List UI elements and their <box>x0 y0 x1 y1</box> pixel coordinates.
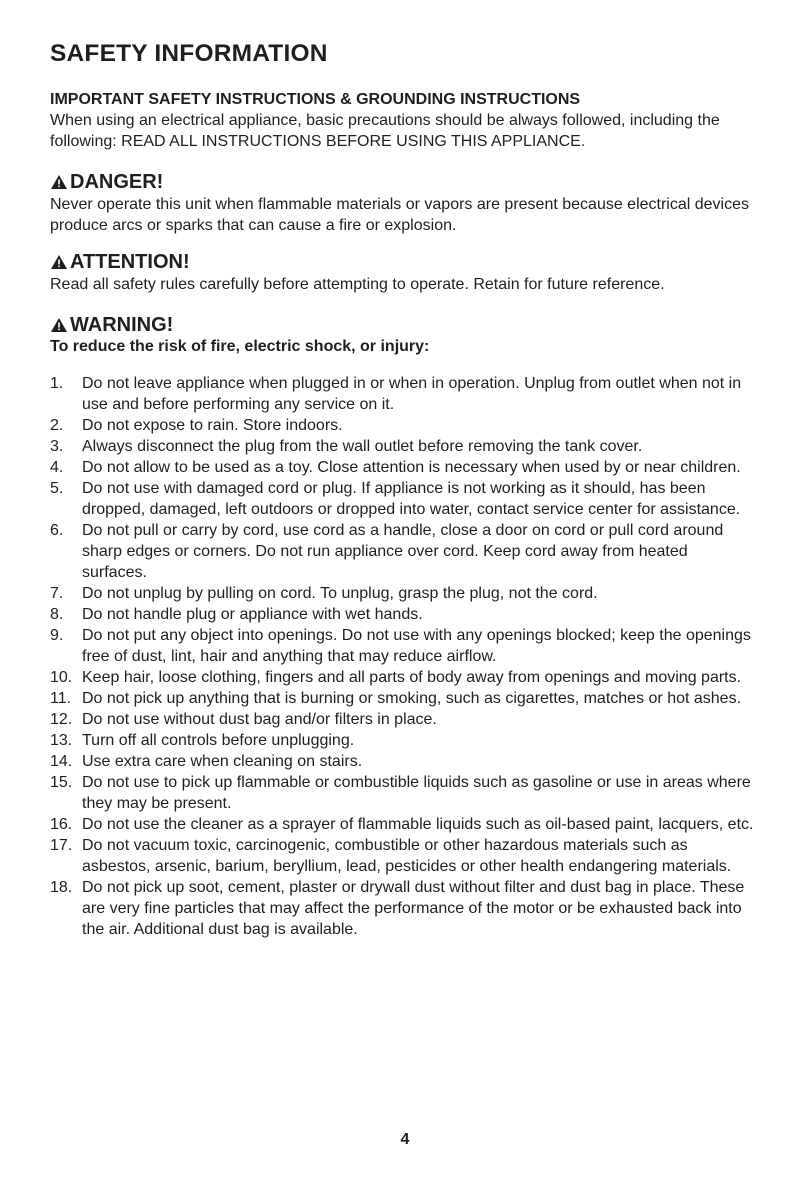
list-item <box>50 457 755 478</box>
list-item <box>50 667 755 688</box>
list-item-text: Do not use the cleaner as a sprayer of flammable liquids such as oil-based paint, lacquers, etc. <box>82 816 754 833</box>
list-item <box>50 709 755 730</box>
warning-triangle-icon <box>50 254 68 270</box>
list-item-number: 7. <box>50 585 64 602</box>
list-item-number: 8. <box>50 606 64 623</box>
list-item-number: 15. <box>50 774 73 791</box>
list-item-text: Do not expose to rain. Store indoors. <box>82 417 343 434</box>
list-item <box>50 583 755 604</box>
list-item-text: Turn off all controls before unplugging. <box>82 732 355 749</box>
list-item <box>50 751 755 772</box>
list-item-text: Always disconnect the plug from the wall outlet before removing the tank cover. <box>82 438 643 455</box>
list-item-number: 1. <box>50 375 64 392</box>
danger-text: Never operate this unit when flammable materials or vapors are present because electrical devices produce arcs or sparks that can cause a fire or explosion. <box>50 196 750 234</box>
attention-section <box>50 250 755 295</box>
list-item <box>50 688 755 709</box>
list-item-number: 3. <box>50 438 64 455</box>
warning-triangle-icon <box>50 174 68 190</box>
document-page <box>50 38 755 940</box>
list-item <box>50 415 755 436</box>
list-item-number: 4. <box>50 459 64 476</box>
list-item-text: Do not put any object into openings. Do not use with any openings blocked; keep the openings free of dust, lint, hair and anything that may reduce airflow. <box>82 627 751 665</box>
list-item <box>50 814 755 835</box>
warning-heading-row <box>50 313 755 337</box>
warning-heading: WARNING! <box>70 314 174 336</box>
list-item-number: 12. <box>50 711 73 728</box>
important-text: When using an electrical appliance, basic precautions should be always followed, including the following: READ ALL INSTRUCTIONS BEFORE USING THIS APPLIANCE. <box>50 112 720 150</box>
list-item-text: Do not pick up anything that is burning or smoking, such as cigarettes, matches or hot ashes. <box>82 690 742 707</box>
list-item-text: Do not use to pick up flammable or combustible liquids such as gasoline or use in areas where they may be present. <box>82 774 751 812</box>
warning-section <box>50 313 755 940</box>
list-item-number: 17. <box>50 837 73 854</box>
list-item <box>50 478 755 520</box>
safety-rules-list <box>50 373 755 940</box>
list-item-text: Do not leave appliance when plugged in or when in operation. Unplug from outlet when not in use and before performing any service on it. <box>82 375 742 413</box>
list-item <box>50 877 755 940</box>
list-item <box>50 772 755 814</box>
list-item-number: 13. <box>50 732 73 749</box>
list-item-text: Do not use without dust bag and/or filters in place. <box>82 711 437 728</box>
list-item-text: Do not handle plug or appliance with wet hands. <box>82 606 423 623</box>
list-item-number: 11. <box>50 690 72 707</box>
list-item-number: 9. <box>50 627 64 644</box>
danger-heading-row <box>50 170 755 194</box>
list-item-number: 18. <box>50 879 73 896</box>
list-item-text: Do not vacuum toxic, carcinogenic, combustible or other hazardous materials such as asbestos, arsenic, barium, beryllium, lead, pesticides or other health endangering materials. <box>82 837 732 875</box>
list-item-text: Do not pick up soot, cement, plaster or drywall dust without filter and dust bag in place. These are very fine particles that may affect the performance of the motor or be exhausted back into the air. Additional dust bag is available. <box>82 879 745 938</box>
danger-heading: DANGER! <box>70 171 164 193</box>
list-item-text: Do not pull or carry by cord, use cord as a handle, close a door on cord or pull cord around sharp edges or corners. Do not run appliance over cord. Keep cord away from heated surfaces. <box>82 522 724 581</box>
list-item-number: 14. <box>50 753 73 770</box>
list-item-number: 10. <box>50 669 73 686</box>
list-item-number: 16. <box>50 816 73 833</box>
list-item <box>50 625 755 667</box>
list-item <box>50 520 755 583</box>
list-item-text: Do not unplug by pulling on cord. To unplug, grasp the plug, not the cord. <box>82 585 598 602</box>
attention-text: Read all safety rules carefully before attempting to operate. Retain for future reference. <box>50 276 665 293</box>
list-item-text: Keep hair, loose clothing, fingers and all parts of body away from openings and moving parts. <box>82 669 742 686</box>
danger-section <box>50 170 755 236</box>
attention-heading: ATTENTION! <box>70 251 190 273</box>
page-title: SAFETY INFORMATION <box>50 40 328 67</box>
list-item-number: 2. <box>50 417 64 434</box>
important-section <box>50 90 755 152</box>
list-item <box>50 730 755 751</box>
list-item-number: 5. <box>50 480 64 497</box>
list-item <box>50 604 755 625</box>
list-item-text: Do not allow to be used as a toy. Close attention is necessary when used by or near children. <box>82 459 741 476</box>
warning-triangle-icon <box>50 317 68 333</box>
warning-subheading: To reduce the risk of fire, electric shock, or injury: <box>50 338 430 355</box>
list-item <box>50 373 755 415</box>
list-item-number: 6. <box>50 522 64 539</box>
list-item-text: Do not use with damaged cord or plug. If appliance is not working as it should, has been dropped, damaged, left outdoors or dropped into water, contact service center for assistance. <box>82 480 741 518</box>
list-item-text: Use extra care when cleaning on stairs. <box>82 753 363 770</box>
attention-heading-row <box>50 250 755 274</box>
list-item <box>50 835 755 877</box>
important-heading: IMPORTANT SAFETY INSTRUCTIONS & GROUNDING INSTRUCTIONS <box>50 91 581 108</box>
list-item <box>50 436 755 457</box>
page-number: 4 <box>400 1131 410 1148</box>
